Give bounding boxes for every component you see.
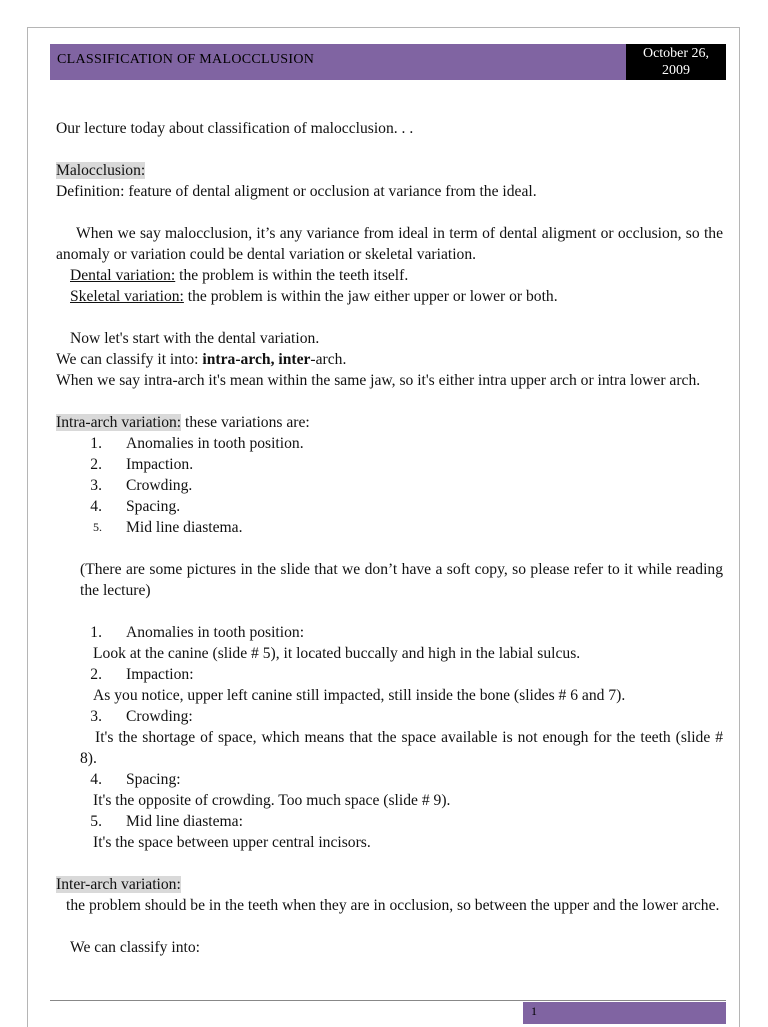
detail-item-desc: It's the shortage of space, which means that the space available is not enough for the teeth (slide # 8). — [80, 729, 723, 767]
page-number: 1 — [531, 1004, 537, 1018]
skeletal-variation-line: Skeletal variation: the problem is within the jaw either upper or lower or both. — [70, 288, 558, 305]
detail-item-title: 5. Mid line diastema: — [90, 813, 243, 830]
list-item: 4. Spacing. — [90, 498, 181, 515]
list-item: 5. Mid line diastema. — [93, 519, 243, 536]
detail-item-title: 2. Impaction: — [90, 666, 194, 683]
detail-item-title: 1. Anomalies in tooth position: — [90, 624, 305, 641]
date-line-2: 2009 — [662, 63, 690, 78]
footer-divider — [50, 1000, 726, 1001]
footer-bar — [523, 1002, 726, 1024]
detail-item-desc: It's the opposite of crowding. Too much space (slide # 9). — [93, 792, 451, 809]
intro-paragraph: Our lecture today about classification of malocclusion. . . — [56, 120, 414, 137]
document-body — [56, 118, 723, 958]
intra-arch-list — [56, 433, 723, 538]
malocclusion-heading: Malocclusion: — [56, 162, 146, 179]
detail-item-desc: As you notice, upper left canine still impacted, still inside the bone (slides # 6 and 7). — [93, 687, 626, 704]
definition-paragraph: Definition: feature of dental aligment or occlusion at variance from the ideal. — [56, 183, 537, 200]
classify-into-line: We can classify into: — [70, 939, 200, 956]
start-dental-paragraph: Now let's start with the dental variation. — [70, 330, 320, 347]
detail-item-title: 3. Crowding: — [90, 708, 193, 725]
dental-variation-line: Dental variation: the problem is within the teeth itself. — [70, 267, 409, 284]
document-title: CLASSIFICATION OF MALOCCLUSION — [57, 52, 315, 67]
list-item: 3. Crowding. — [90, 477, 193, 494]
detail-list — [56, 622, 723, 853]
detail-item-desc: Look at the canine (slide # 5), it located buccally and high in the labial sulcus. — [93, 645, 581, 662]
pictures-note: (There are some pictures in the slide that we don’t have a soft copy, so please refer to it while reading the lecture) — [80, 561, 723, 599]
intra-arch-heading: Intra-arch variation: these variations are: — [56, 414, 310, 431]
inter-arch-paragraph: the problem should be in the teeth when they are in occlusion, so between the upper and the lower arche. — [66, 897, 720, 914]
date-line-1: October 26, — [642, 46, 710, 61]
classify-line: We can classify it into: intra-arch, inter-arch. — [56, 351, 347, 368]
list-item: 2. Impaction. — [90, 456, 194, 473]
detail-item-title: 4. Spacing: — [90, 771, 181, 788]
variance-paragraph: When we say malocclusion, it’s any variance from ideal in term of dental aligment or occlusion, so the anomaly or variation could be dental variation or skeletal variation. — [56, 225, 723, 263]
header-date — [626, 44, 726, 80]
detail-item-desc: It's the space between upper central incisors. — [93, 834, 371, 851]
intra-explain-paragraph: When we say intra-arch it's mean within the same jaw, so it's either intra upper arch or intra lower arch. — [56, 372, 701, 389]
inter-arch-heading: Inter-arch variation: — [56, 876, 181, 893]
list-item: 1. Anomalies in tooth position. — [90, 435, 304, 452]
